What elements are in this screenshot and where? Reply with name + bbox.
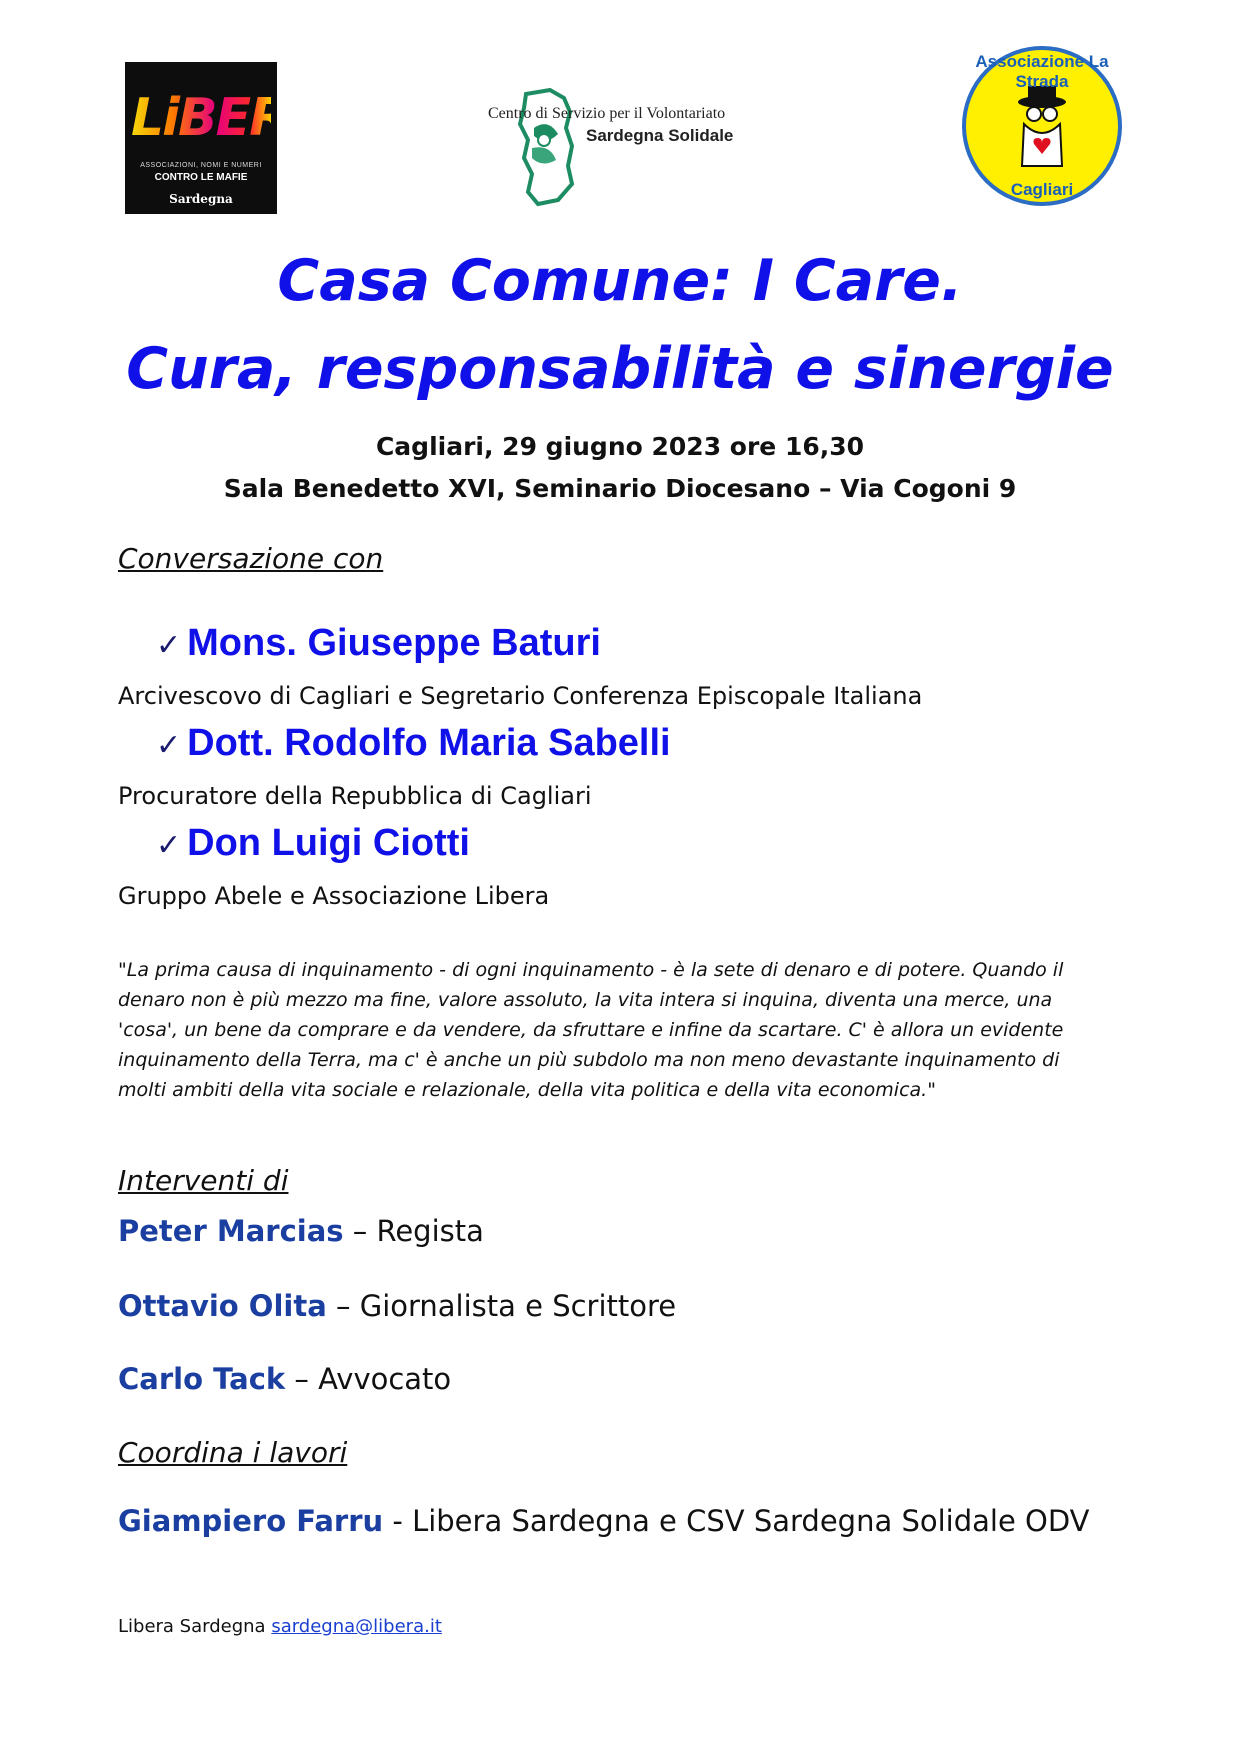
person-role: Regista — [376, 1214, 484, 1248]
event-title-line1: Casa Comune: I Care. — [277, 248, 963, 314]
person-name: Giampiero Farru — [118, 1504, 384, 1538]
intervention-2 — [118, 1289, 676, 1323]
separator: – — [343, 1214, 377, 1248]
libera-wordmark: LiBERA — [131, 88, 326, 148]
quote-line: 'cosa', un bene da comprare e da vendere, da sfruttare e infine da scartare. C' è allora un evidente — [118, 1019, 1064, 1041]
la-strada-logo — [962, 46, 1122, 206]
email-link[interactable]: sardegna@libera.it — [271, 1616, 442, 1637]
check-icon: ✓ — [156, 728, 182, 763]
csv-logo-line1: Centro di Servizio per il Volontariato — [488, 105, 726, 122]
csv-logo-line2: Sardegna Solidale — [586, 126, 734, 145]
person-role: Libera Sardegna e CSV Sardegna Solidale ODV — [412, 1504, 1090, 1538]
speaker-role: Arcivescovo di Cagliari e Segretario Conferenza Episcopale Italiana — [118, 682, 923, 710]
event-date-time: Cagliari, 29 giugno 2023 ore 16,30 — [375, 432, 865, 461]
person-role: Avvocato — [318, 1362, 452, 1396]
footer-label: Libera Sardegna — [118, 1616, 272, 1637]
person-name: Ottavio Olita — [118, 1289, 327, 1323]
separator: – — [326, 1289, 360, 1323]
separator: - — [383, 1504, 413, 1538]
csv-logo — [478, 78, 748, 198]
libera-region: Sardegna — [169, 192, 233, 206]
person-name: Peter Marcias — [118, 1214, 344, 1248]
event-title-line2: Cura, responsabilità e sinergie — [126, 336, 1114, 402]
speaker-1 — [156, 622, 601, 665]
quote-line: denaro non è più mezzo ma fine, valore assoluto, la vita intera si inquina, diventa una merce, una — [118, 989, 1053, 1011]
interventions-heading: Interventi di — [118, 1164, 289, 1197]
intervention-3 — [118, 1362, 451, 1396]
event-venue: Sala Benedetto XVI, Seminario Diocesano – Via Cogoni 9 — [223, 474, 1017, 503]
speaker-3 — [156, 822, 470, 865]
intervention-1 — [118, 1214, 484, 1248]
person-name: Carlo Tack — [118, 1362, 286, 1396]
speaker-name: Dott. Rodolfo Maria Sabelli — [187, 722, 671, 764]
libera-logo — [125, 62, 326, 214]
coordination-heading: Coordina i lavori — [118, 1436, 348, 1469]
person-role: Giornalista e Scrittore — [359, 1289, 677, 1323]
quote-line: inquinamento della Terra, ma c' è anche un più subdolo ma non meno devastante inquinamento di — [118, 1049, 1060, 1071]
footer — [118, 1616, 442, 1637]
coordinator — [118, 1504, 1090, 1538]
check-icon: ✓ — [156, 828, 182, 863]
speaker-role: Gruppo Abele e Associazione Libera — [118, 882, 550, 910]
speaker-name: Don Luigi Ciotti — [187, 822, 470, 864]
separator: – — [285, 1362, 319, 1396]
quote-line: molti ambiti della vita sociale e relazionale, della vita politica e della vita economica." — [118, 1079, 936, 1101]
libera-tagline-2: CONTRO LE MAFIE — [154, 172, 248, 183]
speaker-role: Procuratore della Repubblica di Cagliari — [118, 782, 592, 810]
la-strada-city: Cagliari — [1010, 180, 1074, 199]
speaker-2 — [156, 722, 671, 765]
quote-block — [118, 955, 1138, 1105]
libera-tagline: ASSOCIAZIONI, NOMI E NUMERI — [140, 162, 262, 169]
conversation-heading: Conversazione con — [118, 542, 384, 575]
la-strada-name: Associazione La Strada — [975, 52, 1109, 91]
check-icon: ✓ — [156, 628, 182, 663]
quote-line: "La prima causa di inquinamento - di ogni inquinamento - è la sete di denaro e di potere. Quando il — [118, 959, 1064, 981]
speaker-name: Mons. Giuseppe Baturi — [187, 622, 601, 664]
